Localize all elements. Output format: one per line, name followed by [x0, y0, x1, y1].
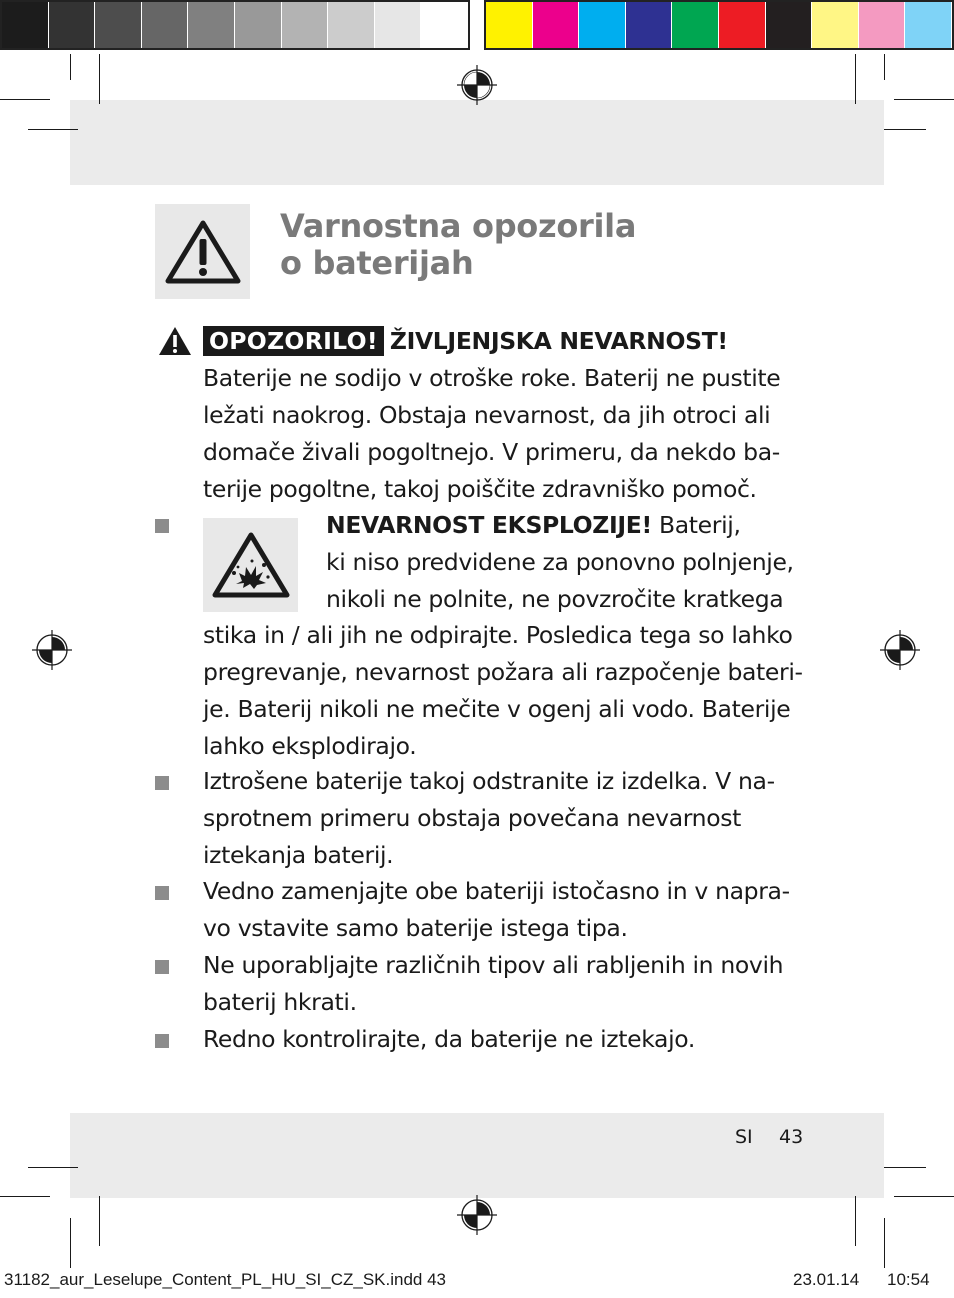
title-icon-box [155, 204, 250, 299]
color-swatch [579, 2, 625, 48]
bullet-item [203, 763, 803, 874]
registration-mark-icon [457, 1195, 497, 1235]
crop-mark [894, 1196, 954, 1197]
slug-time: 10:54 [887, 1270, 930, 1289]
color-swatch [812, 2, 858, 48]
paragraph-line: baterij hkrati. [203, 987, 357, 1016]
crop-mark [884, 1218, 885, 1268]
bullet-square [155, 1034, 169, 1048]
crop-mark [894, 99, 954, 100]
crop-mark [0, 99, 50, 100]
paragraph-line: ki niso predvidene za ponovno polnjenje, [326, 547, 794, 576]
paragraph-line: vo vstavite samo baterije istega tipa. [203, 913, 628, 942]
explosion-heading-line [326, 507, 806, 544]
crop-mark [884, 129, 926, 130]
bullet-square [155, 776, 169, 790]
paragraph-line: domače živali pogoltnejo. V primeru, da nekdo ba- [203, 437, 780, 466]
color-swatch [235, 2, 281, 48]
color-swatch [188, 2, 234, 48]
color-swatch [142, 2, 188, 48]
footer-language: SI [735, 1126, 753, 1148]
explosion-side-text [326, 507, 806, 618]
warning-heading-line [203, 323, 803, 360]
paragraph-line: Vedno zamenjajte obe bateriji istočasno in v napra- [203, 877, 790, 905]
explosion-paragraph [203, 617, 803, 765]
crop-mark [884, 54, 885, 80]
bullet-square [155, 519, 169, 533]
crop-mark [855, 1196, 856, 1246]
crop-mark [99, 1196, 100, 1246]
section-title-line2: o baterijah [280, 244, 474, 282]
registration-mark-icon [457, 65, 497, 105]
color-swatch [49, 2, 95, 48]
crop-mark [99, 54, 100, 104]
bullet-square [155, 960, 169, 974]
crop-mark [884, 1167, 926, 1168]
registration-mark-icon [32, 630, 72, 670]
bullet-item [203, 1021, 803, 1058]
color-swatch [282, 2, 328, 48]
explosion-heading: NEVARNOST EKSPLOZIJE! [326, 511, 652, 539]
warning-small-icon [157, 325, 193, 357]
color-swatch [486, 2, 532, 48]
crop-mark [70, 54, 71, 80]
paragraph-line: Ne uporabljajte različnih tipov ali rabljenih in novih [203, 951, 784, 979]
crop-mark [28, 129, 78, 130]
slug-file-name: 31182_aur_Leselupe_Content_PL_HU_SI_CZ_SK.indd 43 [4, 1270, 447, 1289]
paragraph-line: Redno kontrolirajte, da baterije ne iztekajo. [203, 1025, 696, 1053]
registration-mark-icon [880, 630, 920, 670]
color-swatch [375, 2, 421, 48]
color-swatch [421, 2, 467, 48]
color-swatch [95, 2, 141, 48]
paragraph-line: ležati naokrog. Obstaja nevarnost, da jih otroci ali [203, 400, 771, 429]
bullet-item [203, 947, 803, 1021]
paragraph-line: stika in / ali jih ne odpirajte. Posledica tega so lahko [203, 621, 793, 649]
header-band [70, 100, 884, 185]
section-title-line1: Varnostna opozorila [280, 207, 637, 245]
paragraph-line: Iztrošene baterije takoj odstranite iz izdelka. V na- [203, 767, 775, 795]
color-swatch [2, 2, 48, 48]
color-swatch [533, 2, 579, 48]
paragraph-line: je. Baterij nikoli ne mečite v ogenj ali vodo. Baterije [203, 694, 791, 723]
crop-mark [0, 1196, 50, 1197]
footer-band [70, 1113, 884, 1198]
color-swatch [672, 2, 718, 48]
color-swatch [905, 2, 951, 48]
color-swatch [626, 2, 672, 48]
color-swatch [766, 2, 812, 48]
color-swatch [719, 2, 765, 48]
explosion-first-line-rest: Baterij, [651, 511, 741, 539]
paragraph-line: terije pogoltne, takoj poiščite zdravniško pomoč. [203, 474, 757, 503]
explosion-icon-box [203, 518, 298, 612]
bullet-item [203, 873, 803, 947]
crop-mark [28, 1167, 78, 1168]
footer-page-number: 43 [779, 1126, 804, 1148]
color-swatch [328, 2, 374, 48]
paragraph-line: nikoli ne polnite, ne povzročite kratkega [326, 584, 784, 613]
paragraph-line: lahko eksplodirajo. [203, 731, 417, 760]
warning-triangle-icon [165, 219, 241, 285]
explosion-hazard-icon [212, 531, 290, 599]
slug-date: 23.01.14 [793, 1270, 860, 1289]
warning-label-badge: OPOZORILO! [203, 326, 384, 356]
paragraph-line: pregrevanje, nevarnost požara ali razpočenje bateri- [203, 657, 803, 686]
warning-paragraph [203, 323, 803, 507]
bullet-square [155, 886, 169, 900]
paragraph-line: sprotnem primeru obstaja povečana nevarnost [203, 803, 741, 832]
crop-mark [855, 54, 856, 104]
crop-mark [70, 1218, 71, 1268]
color-swatch [859, 2, 905, 48]
paragraph-line: Baterije ne sodijo v otroške roke. Baterij ne pustite [203, 363, 781, 392]
warning-heading: ŽIVLJENJSKA NEVARNOST! [389, 327, 728, 355]
paragraph-line: iztekanja baterij. [203, 840, 394, 869]
section-title [280, 208, 800, 282]
